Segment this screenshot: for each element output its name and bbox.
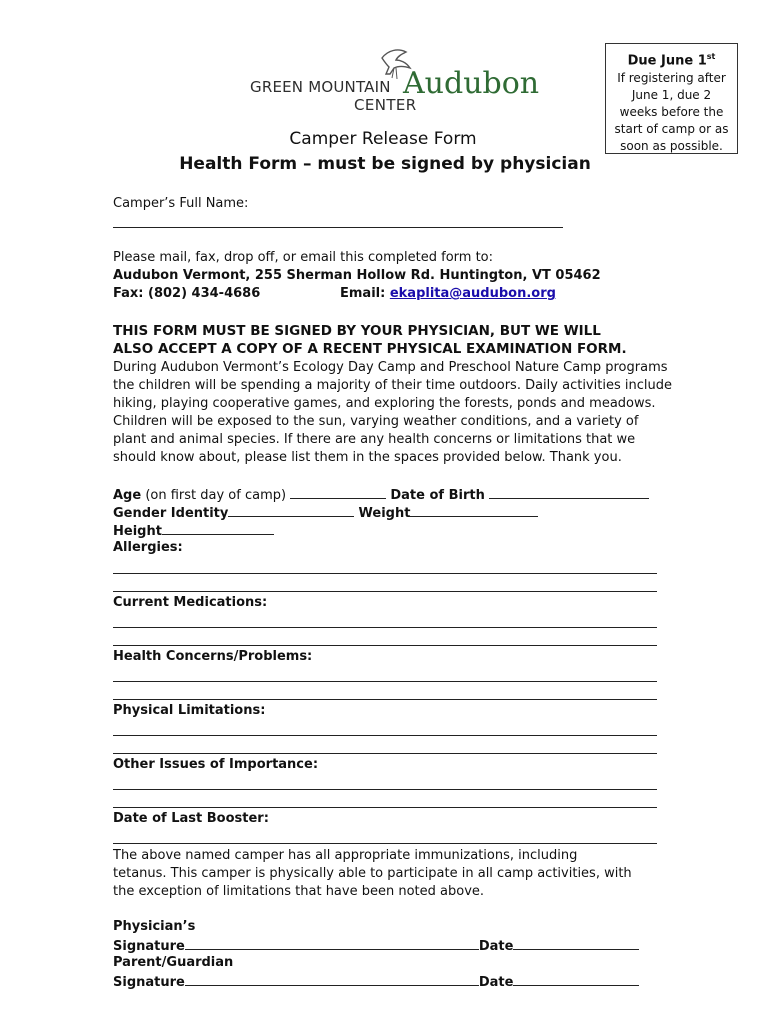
email-label: Email:	[340, 286, 386, 301]
email-link[interactable]: ekaplita@audubon.org	[389, 286, 556, 301]
due-date-title: Due June 1st	[627, 52, 716, 69]
gender-label: Gender Identity	[113, 506, 229, 521]
weight-label: Weight	[358, 506, 411, 521]
logo-line-green-mountain: GREEN MOUNTAIN	[250, 78, 391, 96]
physical-limitations-field-line1[interactable]	[113, 735, 657, 736]
height-row	[113, 522, 274, 539]
medications-field-line1[interactable]	[113, 627, 657, 628]
physician-signature-field[interactable]	[185, 937, 479, 950]
physician-date-field[interactable]	[513, 937, 639, 950]
parent-date-field[interactable]	[513, 973, 639, 986]
allergies-label: Allergies:	[113, 540, 183, 555]
parent-signature-label: Signature	[113, 975, 185, 990]
camper-name-label: Camper’s Full Name:	[113, 196, 249, 211]
email-line	[340, 286, 556, 301]
age-note: (on first day of camp)	[145, 488, 287, 503]
parent-date-label: Date	[478, 975, 514, 990]
age-field[interactable]	[290, 486, 386, 499]
medications-field-line2[interactable]	[113, 645, 657, 646]
audubon-logo	[248, 48, 540, 116]
health-concerns-label: Health Concerns/Problems:	[113, 649, 313, 664]
parent-signature-row	[113, 973, 639, 990]
height-field[interactable]	[162, 522, 274, 535]
form-title: Camper Release Form	[289, 129, 477, 149]
other-issues-field-line1[interactable]	[113, 789, 657, 790]
logo-brand: Audubon	[403, 66, 540, 101]
due-date-note: If registering after June 1, due 2 weeks before the start of camp or as soon as possible.	[614, 71, 729, 154]
physician-label-line1: Physician’s	[113, 919, 196, 934]
booster-date-label: Date of Last Booster:	[113, 811, 269, 826]
other-issues-field-line2[interactable]	[113, 807, 657, 808]
dob-field[interactable]	[489, 486, 649, 499]
medications-label: Current Medications:	[113, 595, 268, 610]
logo-line-center: CENTER	[354, 96, 417, 114]
immunization-statement: The above named camper has all appropriate immunizations, including tetanus. This camper is physically able to participate in all camp activities, with the exception of limitations that have been noted above.	[113, 848, 632, 899]
height-label: Height	[113, 524, 162, 539]
physical-limitations-label: Physical Limitations:	[113, 703, 266, 718]
gender-field[interactable]	[228, 504, 354, 517]
age-row	[113, 486, 649, 503]
gender-weight-row	[113, 504, 538, 521]
fax-number: Fax: (802) 434-4686	[113, 286, 261, 301]
physician-signature-label: Signature	[113, 939, 185, 954]
age-label: Age	[113, 488, 142, 503]
allergies-field-line1[interactable]	[113, 573, 657, 574]
physician-date-label: Date	[478, 939, 514, 954]
parent-signature-field[interactable]	[185, 973, 479, 986]
form-subtitle: Health Form – must be signed by physician	[179, 154, 591, 174]
physician-notice-line2: ALSO ACCEPT A COPY OF A RECENT PHYSICAL EXAMINATION FORM.	[113, 341, 627, 357]
physical-limitations-field-line2[interactable]	[113, 753, 657, 754]
allergies-field-line2[interactable]	[113, 591, 657, 592]
weight-field[interactable]	[410, 504, 538, 517]
camper-name-field[interactable]	[113, 227, 563, 228]
dob-label: Date of Birth	[390, 488, 485, 503]
physician-notice-line1: THIS FORM MUST BE SIGNED BY YOUR PHYSICIAN, BUT WE WILL	[113, 323, 601, 339]
mailing-address: Audubon Vermont, 255 Sherman Hollow Rd. Huntington, VT 05462	[113, 268, 601, 283]
health-concerns-field-line1[interactable]	[113, 681, 657, 682]
parent-label-line1: Parent/Guardian	[113, 955, 234, 970]
booster-date-field[interactable]	[113, 843, 657, 844]
physician-signature-row	[113, 937, 639, 954]
other-issues-label: Other Issues of Importance:	[113, 757, 319, 772]
mail-instructions: Please mail, fax, drop off, or email this completed form to:	[113, 250, 494, 265]
health-concerns-field-line2[interactable]	[113, 699, 657, 700]
intro-paragraph: During Audubon Vermont’s Ecology Day Camp and Preschool Nature Camp programs the children will be spending a majority of their time outdoors. Daily activities include hiking, playing cooperative games, and exploring the forests, ponds and meadows. Children will be exposed to the sun, varying weather conditions, and a variety of plant and animal species. If there are any health concerns or limitations that we should know about, please list them in the spaces provided below. Thank you.	[113, 360, 672, 465]
